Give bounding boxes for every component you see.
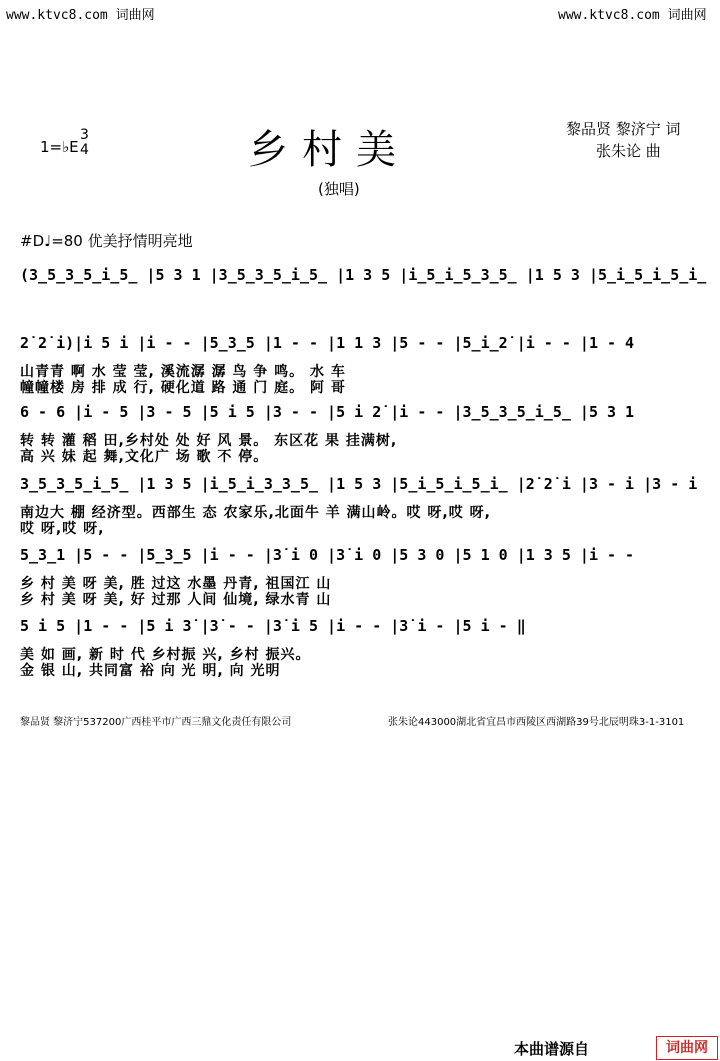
notation-row: (3̲5̲3̲5̲i̲5̲ |5 3 1 |3̲5̲3̲5̲i̲5̲ |1 3 5 |i̲5̲i̲5̲3̲5̲ |1 5 3 |5̲i̲5̲i̲5̲i̲ xyxy=(20,266,707,284)
key-signature: 1=♭E xyxy=(40,138,79,156)
notation-row: 3̲5̲3̲5̲i̲5̲ |1 3 5 |i̲5̲i̲3̲3̲5̲ |1 5 3 |5̲i̲5̲i̲5̲i̲ |2̇ 2̇ i |3 - i |3 - i xyxy=(20,475,698,493)
composer-credit: 张朱论 曲 xyxy=(596,142,661,160)
notation-row: 2̇ 2̇ i)|i 5 i |i - - |5̲3̲5 |1 - - |1 1 3 |5 - - |5̲i̲2̇ |i - - |1 - 4 xyxy=(20,334,635,352)
lyric-line: 南边大 棚 经济型。西部生 态 农家乐,北面牛 羊 满山岭。哎 呀,哎 呀, xyxy=(20,505,491,521)
lyric-line: 高 兴 妹 起 舞,文化广 场 歌 不 停。 xyxy=(20,449,269,465)
tempo-marking: #D♩=80 优美抒情明亮地 xyxy=(20,232,193,250)
time-signature xyxy=(80,128,89,158)
song-title: 乡村美 xyxy=(248,127,410,173)
song-subtitle: (独唱) xyxy=(318,180,360,198)
lyricist-credit: 黎品贤 黎济宁 词 xyxy=(566,120,681,138)
lyric-line: 金 银 山, 共同富 裕 向 光 明, 向 光明 xyxy=(20,663,281,679)
site-watermark-right: www.ktvc8.com 词曲网 xyxy=(558,8,707,23)
lyric-line: 哎 呀,哎 呀, xyxy=(20,521,105,537)
time-signature-top: 3 xyxy=(80,127,89,143)
lyric-line: 转 转 灌 稻 田,乡村处 处 好 风 景。 东区花 果 挂满树, xyxy=(20,433,398,449)
notation-row: 5̲3̲1 |5 - - |5̲3̲5 |i - - |3̇ i 0 |3̇ i 0 |5 3 0 |5 1 0 |1 3 5 |i - - xyxy=(20,546,635,564)
lyric-line: 幢幢楼 房 排 成 行, 硬化道 路 通 门 庭。 阿 哥 xyxy=(20,380,346,396)
lyric-line: 山青青 啊 水 莹 莹, 溪流潺 潺 鸟 争 鸣。 水 车 xyxy=(20,364,346,380)
time-signature-bottom: 4 xyxy=(80,142,89,158)
lyric-line: 美 如 画, 新 时 代 乡村振 兴, 乡村 振兴。 xyxy=(20,647,311,663)
site-logo[interactable]: 词曲网 xyxy=(656,1036,718,1060)
footer-address-left: 黎品贤 黎济宁537200广西桂平市广西三鼎文化责任有限公司 xyxy=(20,717,292,728)
notation-row: 5 i 5 |1 - - |5 i 3̇ |3̇ - - |3̇ i 5 |i - - |3̇ i - |5 i - ‖ xyxy=(20,617,526,635)
site-watermark-left: www.ktvc8.com 词曲网 xyxy=(6,8,155,23)
lyric-line: 乡 村 美 呀 美, 胜 过这 水墨 丹青, 祖国江 山 xyxy=(20,576,332,592)
footer-address-right: 张朱论443000湖北省宜昌市西陵区西湖路39号北辰明珠3-1-3101 xyxy=(388,717,685,728)
lyric-line: 乡 村 美 呀 美, 好 过那 人间 仙境, 绿水青 山 xyxy=(20,592,332,608)
notation-row: 6 - 6 |i - 5 |3 - 5 |5 i 5 |3 - - |5 i 2̇ |i - - |3̲5̲3̲5̲i̲5̲ |5 3 1 xyxy=(20,403,635,421)
source-label: 本曲谱源自 xyxy=(514,1040,590,1058)
